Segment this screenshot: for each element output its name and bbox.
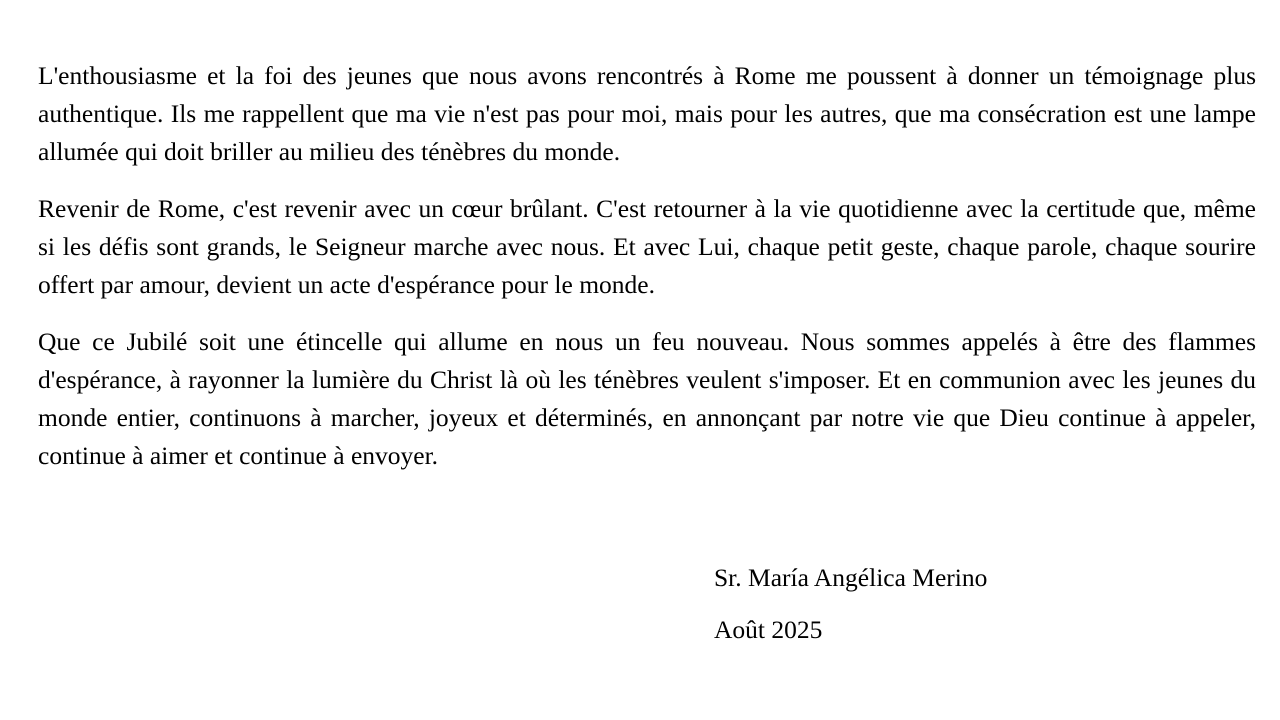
paragraph-enthousiasme: L'enthousiasme et la foi des jeunes que nous avons rencontrés à Rome me poussent à donner un témoignage plus authentique. Ils me rappellent que ma vie n'est pas pour moi, mais pour les autres, que ma consécration est une lampe allumée qui doit briller au milieu des ténèbres du monde.	[38, 61, 1256, 166]
signature-name: Sr. María Angélica Merino	[714, 563, 988, 592]
signature-block	[714, 559, 1256, 649]
signature-date: Août 2025	[714, 615, 823, 644]
paragraph-jubile: Que ce Jubilé soit une étincelle qui allume en nous un feu nouveau. Nous sommes appelés à être des flammes d'espérance, à rayonner la lumière du Christ là où les ténèbres veulent s'imposer. Et en communion avec les jeunes du monde entier, continuons à marcher, joyeux et déterminés, en annonçant par notre vie que Dieu continue à appeler, continue à aimer et continue à envoyer.	[38, 327, 1256, 470]
paragraph-revenir-de-rome: Revenir de Rome, c'est revenir avec un cœur brûlant. C'est retourner à la vie quotidienne avec la certitude que, même si les défis sont grands, le Seigneur marche avec nous. Et avec Lui, chaque petit geste, chaque parole, chaque sourire offert par amour, devient un acte d'espérance pour le monde.	[38, 194, 1256, 299]
